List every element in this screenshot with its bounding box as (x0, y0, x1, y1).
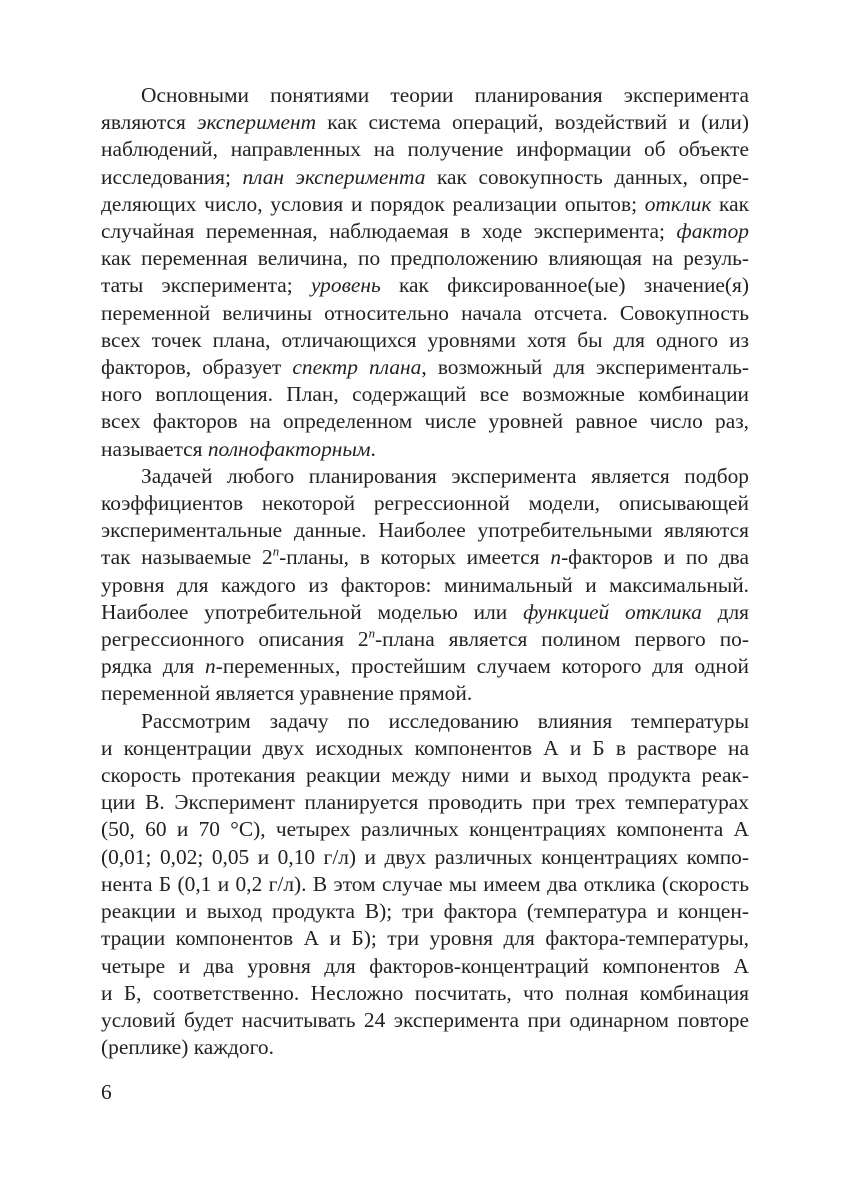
text-run: . (370, 436, 376, 461)
text-line (101, 844, 749, 871)
text-line (101, 925, 749, 952)
text-run: условий будет насчитывать 24 эксперимента при одинарном повторе (101, 1007, 749, 1032)
page-body (101, 82, 749, 1061)
text-line (101, 191, 749, 218)
text-line (101, 408, 749, 435)
italic-term: эксперимент (197, 110, 317, 135)
text-run: деляющих число, условия и порядок реализации опытов; (101, 191, 645, 216)
italic-term: уровень (310, 273, 381, 298)
text-run: так называемые 2 (101, 545, 273, 570)
text-line (101, 953, 749, 980)
text-run: и концентрации двух исходных компонентов А и Б в растворе на (101, 735, 749, 760)
text-line (101, 898, 749, 925)
text-run: как фиксированное(ые) значение(я) (380, 273, 750, 298)
text-line (101, 762, 749, 789)
text-run: Задачей любого планирования эксперимента является подбор (141, 463, 749, 488)
text-run: всех факторов на определенном числе уровней равное число раз, (101, 409, 749, 434)
text-run: нента Б (0,1 и 0,2 г/л). В этом случае мы имеем два отклика (скорость (101, 871, 749, 896)
text-line (101, 463, 749, 490)
italic-term: n (205, 654, 216, 679)
text-run: регрессионного описания 2 (101, 627, 369, 652)
text-run: -факторов и по два (561, 545, 749, 570)
text-run: ции В. Эксперимент планируется проводить при трех температурах (101, 790, 749, 815)
text-line (101, 1034, 749, 1061)
text-run: Рассмотрим задачу по исследованию влияния температуры (141, 708, 749, 733)
text-run: (50, 60 и 70 °С), четырех различных концентрациях компонента А (101, 817, 749, 842)
italic-term: отклик (644, 191, 712, 216)
text-line (101, 136, 749, 163)
text-line (101, 245, 749, 272)
italic-term: полнофакторным (207, 436, 371, 461)
text-run: переменной является уравнение прямой. (101, 681, 473, 706)
text-run: ного воплощения. План, содержащий все возможные комбинации (101, 382, 749, 407)
text-run: исследования; (101, 164, 243, 189)
text-run: рядка для (101, 654, 206, 679)
text-run: как (711, 191, 749, 216)
text-line (101, 1007, 749, 1034)
paragraph (101, 463, 749, 708)
text-run: таты эксперимента; (101, 273, 311, 298)
text-line (101, 708, 749, 735)
text-line (101, 735, 749, 762)
text-run: факторов, образует (101, 355, 293, 380)
text-run: всех точек плана, отличающихся уровнями хотя бы для одного из (101, 327, 749, 352)
text-line (101, 327, 749, 354)
text-run: (реплике) каждого. (101, 1035, 274, 1060)
text-run: как система операций, воздействий и (или) (316, 110, 749, 135)
text-line (101, 517, 749, 544)
text-line (101, 980, 749, 1007)
text-line (101, 300, 749, 327)
italic-term: функцией отклика (523, 599, 702, 624)
text-run: и Б, соответственно. Несложно посчитать, что полная комбинация (101, 980, 749, 1005)
text-run: уровня для каждого из факторов: минимальный и максимальный. (101, 572, 749, 597)
italic-term: спектр плана (292, 355, 422, 380)
text-run: -планы, в которых имеется (279, 545, 551, 570)
text-line (101, 680, 749, 707)
text-run: как переменная величина, по предположению влияющая на резуль- (101, 246, 749, 271)
text-line (101, 544, 749, 571)
text-run: как совокупность данных, опре- (425, 164, 749, 189)
text-line (101, 490, 749, 517)
text-run: переменной величины относительно начала отсчета. Совокупность (101, 300, 749, 325)
text-run: , возможный для эксперименталь- (421, 355, 749, 380)
italic-term: n (550, 545, 562, 570)
text-run: являются (101, 110, 198, 135)
paragraphs (101, 82, 749, 1061)
paragraph (101, 708, 749, 1062)
text-line (101, 599, 749, 626)
text-run: скорость протекания реакции между ними и выход продукта реак- (101, 763, 749, 788)
text-run: (0,01; 0,02; 0,05 и 0,10 г/л) и двух различных концентрациях компо- (101, 844, 749, 869)
text-run: Наиболее употребительной моделью или (101, 599, 524, 624)
text-run: реакции и выход продукта В); три фактора (температура и концен- (101, 899, 749, 924)
text-run: четыре и два уровня для факторов-концентраций компонентов А (101, 953, 749, 978)
text-line (101, 789, 749, 816)
text-run: наблюдений, направленных на получение информации об объекте (101, 137, 749, 162)
text-line (101, 354, 749, 381)
text-line (101, 82, 749, 109)
text-line (101, 626, 749, 653)
italic-term: фактор (676, 219, 749, 244)
superscript: n (368, 626, 376, 641)
text-line (101, 436, 749, 463)
text-line (101, 381, 749, 408)
text-run: -плана является полином первого по- (375, 627, 749, 652)
text-line (101, 164, 749, 191)
text-line (101, 218, 749, 245)
text-line (101, 272, 749, 299)
text-run: для (701, 599, 749, 624)
text-run: экспериментальные данные. Наиболее употребительными являются (101, 518, 749, 543)
text-line (101, 871, 749, 898)
text-line (101, 572, 749, 599)
superscript: n (272, 545, 280, 560)
text-run: случайная переменная, наблюдаемая в ходе эксперимента; (101, 219, 677, 244)
text-run: коэффициентов некоторой регрессионной модели, описывающей (101, 491, 749, 516)
paragraph (101, 82, 749, 463)
text-run: -переменных, простейшим случаем которого для одной (215, 654, 750, 679)
page-number: 6 (101, 1080, 112, 1104)
italic-term: план эксперимента (242, 164, 426, 189)
text-run: трации компонентов А и Б); три уровня для фактора-температуры, (101, 926, 749, 951)
text-line (101, 816, 749, 843)
text-run: Основными понятиями теории планирования эксперимента (141, 83, 749, 107)
text-line (101, 109, 749, 136)
text-line (101, 653, 749, 680)
text-run: называется (101, 436, 208, 461)
